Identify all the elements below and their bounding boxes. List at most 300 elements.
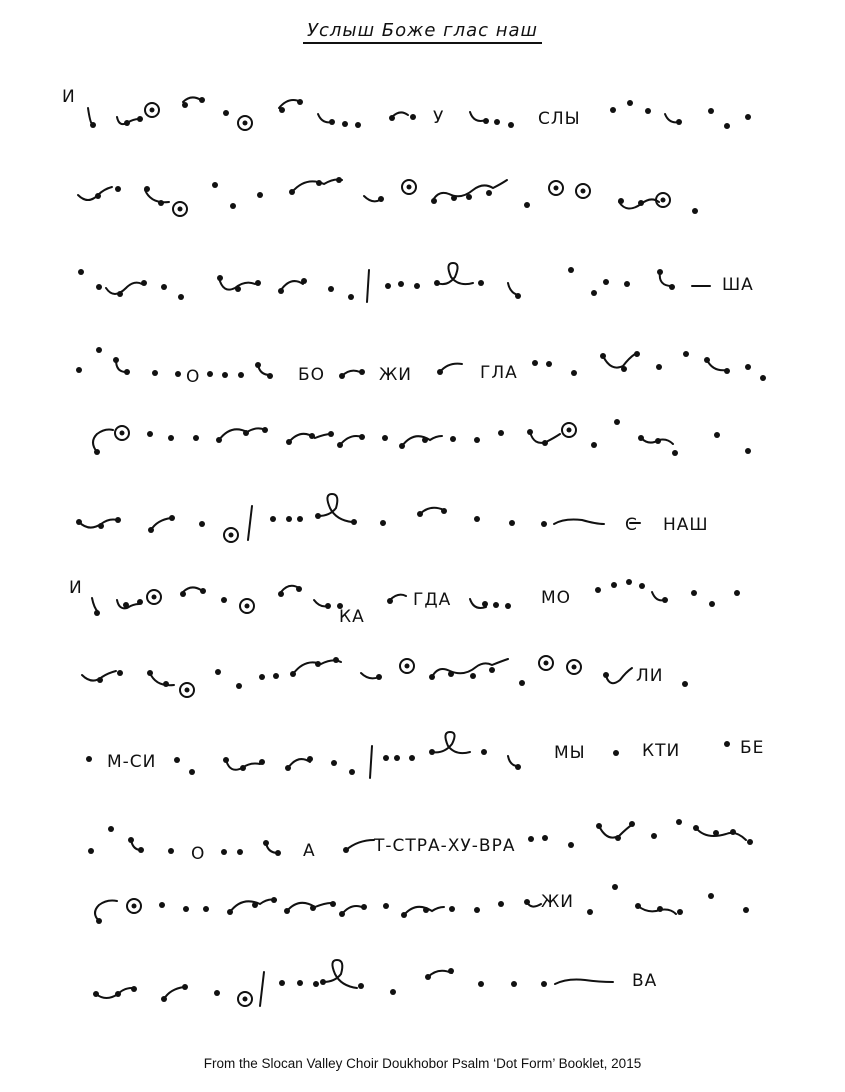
note-dot [325,603,331,609]
note-dot [595,587,601,593]
note-dot [123,602,129,608]
note-dot [343,847,349,853]
note-dot [448,671,454,677]
note-slur [164,987,184,999]
note-dot [90,122,96,128]
note-dot [290,671,296,677]
note-dot [474,516,480,522]
score-line-4 [76,347,766,381]
note-dot [348,294,354,300]
note-dot [672,450,678,456]
note-dot [524,899,530,905]
lyric-syllable: МЫ [554,743,586,763]
note-dot [297,99,303,105]
note-dot [243,121,248,126]
note-dot [618,198,624,204]
note-dot [508,122,514,128]
note-dot [747,839,753,845]
lyrics [62,87,764,991]
note-dot [568,842,574,848]
note-slur [248,506,252,540]
score-line-3 [78,263,710,302]
note-dot [587,909,593,915]
note-dot [252,902,258,908]
note-dot [96,918,102,924]
note-dot [144,186,150,192]
lyric-syllable: БЕ [740,738,765,758]
note-dot [466,194,472,200]
note-dot [714,432,720,438]
note-dot [683,351,689,357]
note-dot [489,667,495,673]
note-dot [760,375,766,381]
note-dot [313,981,319,987]
note-dot [240,765,246,771]
note-dot [645,108,651,114]
note-dot [203,906,209,912]
note-dot [147,670,153,676]
note-dot [215,669,221,675]
note-slur [508,283,518,295]
note-dot [148,527,154,533]
note-dot [724,123,730,129]
score-line-2 [78,177,698,216]
note-dot [243,997,248,1002]
note-dot [709,601,715,607]
note-dot [398,281,404,287]
note-dot [399,443,405,449]
note-dot [627,100,633,106]
note-dot [339,373,345,379]
note-dot [474,907,480,913]
lyric-syllable: О [191,844,206,864]
note-dot [417,511,423,517]
note-dot [745,364,751,370]
note-slur [79,520,117,528]
note-dot [124,369,130,375]
note-dot [505,603,511,609]
note-dot [227,909,233,915]
note-dot [96,284,102,290]
note-dot [230,203,236,209]
note-slur [260,972,264,1006]
note-dot [527,429,533,435]
note-dot [528,836,534,842]
note-dot [273,673,279,679]
note-dot [115,186,121,192]
note-dot [78,269,84,275]
note-dot [108,826,114,832]
note-dot [259,759,265,765]
note-dot [390,989,396,995]
note-dot [596,823,602,829]
note-dot [124,120,130,126]
lyric-syllable: И [62,87,76,107]
note-dot [132,904,137,909]
note-dot [128,837,134,843]
note-dot [180,591,186,597]
note-dot [182,984,188,990]
note-slur [183,97,201,102]
note-dot [137,116,143,122]
note-slur [364,196,380,201]
lyric-syllable: КА [339,607,365,627]
note-dot [656,364,662,370]
note-dot [199,521,205,527]
note-dot [93,991,99,997]
note-dot [682,681,688,687]
note-dot [169,515,175,521]
note-slur [432,732,470,753]
score-line-6 [76,494,640,542]
note-dot [567,428,572,433]
note-dot [315,513,321,519]
note-dot [450,436,456,442]
note-slur [318,494,352,522]
note-dot [337,442,343,448]
note-dot [634,351,640,357]
note-dot [342,121,348,127]
note-dot [629,821,635,827]
note-dot [511,981,517,987]
note-dot [568,267,574,273]
note-dot [333,657,339,663]
note-dot [423,907,429,913]
note-dot [359,434,365,440]
note-dot [509,520,515,526]
note-dot [97,677,103,683]
note-dot [267,373,273,379]
note-slur [342,906,364,914]
note-dot [434,280,440,286]
note-dot [131,986,137,992]
note-dot [76,367,82,373]
note-dot [378,196,384,202]
note-dot [655,438,661,444]
note-dot [745,448,751,454]
lyric-syllable: ГДА [413,590,452,610]
note-dot [544,661,549,666]
note-slur [88,108,92,124]
note-dot [515,764,521,770]
note-dot [591,442,597,448]
note-slur [606,668,632,683]
note-dot [328,431,334,437]
note-dot [310,905,316,911]
note-dot [270,516,276,522]
note-dot [676,819,682,825]
note-dot [425,974,431,980]
note-dot [692,208,698,214]
note-dot [297,980,303,986]
lyric-syllable: ЖИ [379,365,413,385]
note-dot [638,435,644,441]
note-slur [599,824,633,838]
note-dot [278,288,284,294]
note-dot [483,118,489,124]
note-dot [624,281,630,287]
note-slur [370,746,372,778]
note-dot [284,908,290,914]
note-slur [92,598,98,612]
note-dot [255,280,261,286]
note-slur [346,840,374,850]
lyric-syllable: СЛЫ [538,109,581,129]
note-dot [724,741,730,747]
note-dot [494,119,500,125]
note-dot [236,683,242,689]
note-dot [238,372,244,378]
note-dot [704,357,710,363]
note-dot [285,765,291,771]
note-slur [288,759,310,768]
note-slur [183,587,201,592]
note-dot [223,110,229,116]
note-slur [78,187,112,200]
note-dot [320,979,326,985]
note-dot [713,830,719,836]
note-dot [168,848,174,854]
note-dot [661,198,666,203]
note-dot [612,884,618,890]
note-dot [182,102,188,108]
note-dot [614,419,620,425]
note-dot [429,749,435,755]
note-dot [498,430,504,436]
note-dot [351,519,357,525]
note-dot [407,185,412,190]
note-slur [151,518,171,530]
note-dot [289,189,295,195]
note-dot [394,755,400,761]
note-dot [263,840,269,846]
note-dot [286,439,292,445]
note-dot [387,598,393,604]
note-dot [515,293,521,299]
note-dot [262,427,268,433]
note-dot [229,533,234,538]
note-dot [279,107,285,113]
note-slur [150,673,174,685]
note-dot [359,369,365,375]
note-slur [402,436,442,446]
note-dot [572,665,577,670]
note-dot [331,760,337,766]
note-dot [542,440,548,446]
note-dot [691,590,697,596]
note-dot [94,610,100,616]
note-dot [451,195,457,201]
note-dot [541,521,547,527]
note-dot [481,749,487,755]
note-slur [95,901,117,922]
note-dot [257,192,263,198]
note-dot [401,912,407,918]
note-slur [603,354,635,368]
note-dot [237,849,243,855]
lyric-syllable: С [625,515,638,535]
note-dot [329,119,335,125]
note-dot [389,115,395,121]
note-dot [296,586,302,592]
note-dot [88,848,94,854]
note-slur [440,364,462,372]
score-line-9 [86,732,730,778]
note-dot [278,591,284,597]
note-dot [449,906,455,912]
note-slur [93,430,113,453]
lyric-syllable: ГЛА [480,363,518,383]
lyric-syllable: М-СИ [107,752,157,772]
note-dot [524,202,530,208]
lyric-syllable: О [186,367,201,387]
note-dot [159,902,165,908]
note-dot [96,347,102,353]
note-dot [120,431,125,436]
note-dot [174,757,180,763]
note-dot [382,435,388,441]
note-dot [161,996,167,1002]
score-line-12 [93,960,613,1006]
note-dot [542,835,548,841]
note-dot [532,360,538,366]
note-dot [730,829,736,835]
note-slur [96,988,132,998]
note-dot [519,680,525,686]
note-dot [358,983,364,989]
note-slur [281,281,303,290]
note-dot [339,911,345,917]
note-slur [554,520,604,525]
note-dot [429,674,435,680]
note-slur [323,960,357,988]
note-dot [117,670,123,676]
note-dot [141,280,147,286]
note-dot [651,833,657,839]
note-dot [216,437,222,443]
note-slur [437,263,473,284]
note-dot [245,604,250,609]
note-dot [301,278,307,284]
source-caption: From the Slocan Valley Choir Doukhobor Psalm ‘Dot Form’ Booklet, 2015 [203,1056,642,1071]
note-dot [615,835,621,841]
note-dot [161,284,167,290]
note-dot [279,980,285,986]
note-dot [676,119,682,125]
note-dot [581,189,586,194]
lyric-syllable: ЛИ [636,666,664,686]
note-dot [200,588,206,594]
note-dot [745,114,751,120]
note-dot [437,369,443,375]
note-dot [183,906,189,912]
note-dot [626,579,632,585]
note-dot [189,769,195,775]
note-dot [486,190,492,196]
note-slur [106,283,142,294]
note-dot [410,114,416,120]
note-dot [613,750,619,756]
note-dot [255,362,261,368]
note-dot [147,431,153,437]
note-dot [243,430,249,436]
note-slur [287,903,331,911]
note-dot [315,661,321,667]
lyric-syllable: ЖИ [541,892,575,912]
score-line-5 [93,419,751,456]
note-dot [163,681,169,687]
note-slur [145,190,169,202]
lyric-syllable: ВА [632,971,658,991]
note-dot [95,193,101,199]
note-dot [223,757,229,763]
note-dot [349,769,355,775]
note-slur [707,360,727,370]
note-slur [638,906,676,914]
note-dot [708,108,714,114]
note-dot [152,370,158,376]
note-dot [383,755,389,761]
note-dot [94,449,100,455]
note-slur [367,270,369,302]
score-line-1 [88,97,751,130]
note-dot [115,991,121,997]
note-dot [441,508,447,514]
note-dot [297,516,303,522]
note-dot [217,275,223,281]
note-dot [610,107,616,113]
score-line-11 [95,884,749,924]
note-dot [657,906,663,912]
note-dot [385,283,391,289]
note-dot [138,847,144,853]
note-dot [235,286,241,292]
note-dot [115,517,121,523]
note-slur [432,659,508,677]
note-dot [137,599,143,605]
note-dot [541,981,547,987]
note-slur [696,828,746,840]
lyric-syllable: И [69,578,83,598]
note-dot [554,186,559,191]
note-dot [693,825,699,831]
title-text: Услыш Боже глас наш [303,20,542,44]
note-dot [307,756,313,762]
lyric-syllable: Т-СТРА-ХУ-ВРА [374,836,516,856]
note-slur [219,428,265,440]
note-dot [635,903,641,909]
note-dot [662,597,668,603]
note-dot [380,520,386,526]
lyric-syllable: А [303,841,316,861]
note-dot [178,207,183,212]
note-dot [611,582,617,588]
lyric-syllable: У [433,108,445,128]
note-dot [603,279,609,285]
note-dot [355,122,361,128]
note-dot [199,97,205,103]
note-dot [309,433,315,439]
note-dot [168,435,174,441]
note-dot [259,674,265,680]
note-dot [409,755,415,761]
note-dot [271,897,277,903]
note-dot [178,294,184,300]
note-dot [414,283,420,289]
note-dot [591,290,597,296]
note-dot [478,981,484,987]
note-dot [328,286,334,292]
